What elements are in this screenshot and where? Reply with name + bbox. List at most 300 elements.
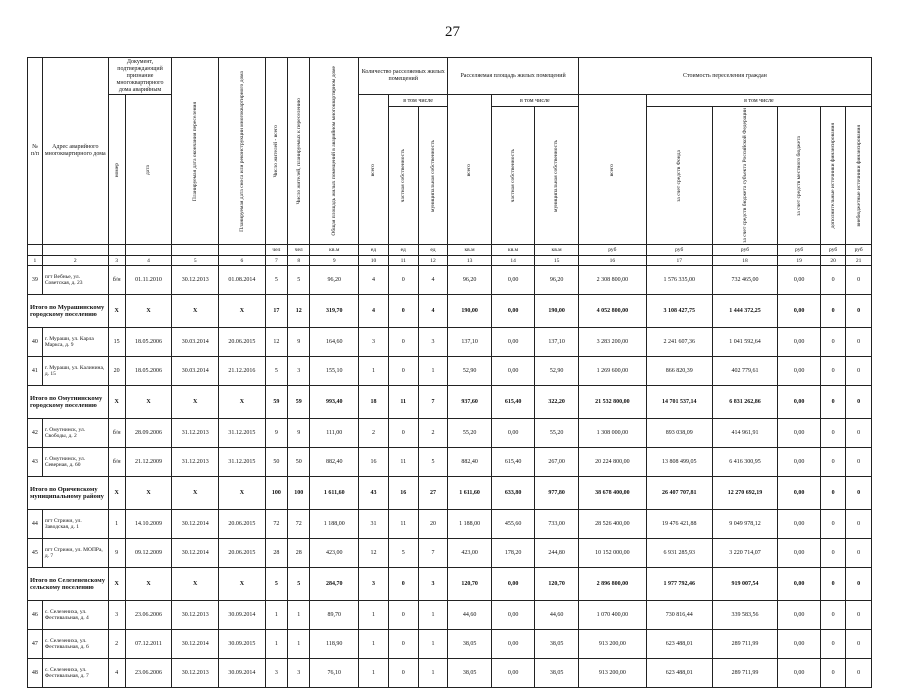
table-cell: 339 583,56 xyxy=(712,601,778,630)
table-cell: 44,60 xyxy=(535,601,579,630)
table-cell: 52,90 xyxy=(535,357,579,386)
table-cell: 31 xyxy=(359,510,389,539)
table-cell: 0 xyxy=(846,630,872,659)
table-cell: 633,80 xyxy=(491,477,535,510)
table-cell: 44 xyxy=(28,510,43,539)
table-cell: 0,00 xyxy=(491,328,535,357)
table-cell: 319,70 xyxy=(310,295,359,328)
table-cell: 164,60 xyxy=(310,328,359,357)
table-cell: 3 xyxy=(359,568,389,601)
table-cell: 0,00 xyxy=(491,659,535,688)
table-cell: 977,80 xyxy=(535,477,579,510)
table-cell: X xyxy=(172,295,219,328)
table-cell: 52,90 xyxy=(448,357,492,386)
table-cell: 0,00 xyxy=(778,630,820,659)
table-cell: 0 xyxy=(388,266,418,295)
table-cell: 4 xyxy=(418,266,448,295)
table-cell: 59 xyxy=(288,386,310,419)
table-cell: 38,05 xyxy=(535,659,579,688)
resettlement-table xyxy=(27,57,872,688)
table-cell: 30.12.2014 xyxy=(172,630,219,659)
table-cell: пгт Стрижи, ул. Заводская, д. 1 xyxy=(42,510,108,539)
table-cell: X xyxy=(108,386,125,419)
table-cell: пгт Вебнье, ул. Советская, д. 23 xyxy=(42,266,108,295)
table-cell: 0 xyxy=(388,601,418,630)
table-cell: 44,60 xyxy=(448,601,492,630)
table-cell: X xyxy=(125,477,172,510)
column-index-cell: 5 xyxy=(172,256,219,266)
header-rooms-municipal: муниципальная собственность xyxy=(429,139,436,212)
header-planned-resettlement: Планируемая дата окончания переселения xyxy=(192,101,199,201)
table-cell: 1 xyxy=(359,357,389,386)
table-cell: 0 xyxy=(820,510,845,539)
table-cell: 0,00 xyxy=(778,328,820,357)
table-row xyxy=(28,659,872,688)
table-cell: 913 200,00 xyxy=(578,659,646,688)
table-cell: 0,00 xyxy=(778,510,820,539)
header-rooms-total: всего xyxy=(370,163,377,176)
table-cell: 3 220 714,07 xyxy=(712,539,778,568)
subtotal-label: Итого по Оричевскому муниципальному району xyxy=(28,477,109,510)
table-cell: б/н xyxy=(108,448,125,477)
table-cell: 47 xyxy=(28,630,43,659)
header-cost-federal: за счет средств бюджета субъекта Российской Федерации xyxy=(741,108,748,244)
table-cell: 0 xyxy=(388,630,418,659)
table-cell: 5 xyxy=(288,266,310,295)
table-cell: 07.12.2011 xyxy=(125,630,172,659)
table-cell: 1 xyxy=(418,659,448,688)
table-cell: 9 049 978,12 xyxy=(712,510,778,539)
table-cell: 3 xyxy=(418,568,448,601)
table-cell: 12 xyxy=(288,295,310,328)
table-cell: 993,40 xyxy=(310,386,359,419)
table-cell: 42 xyxy=(28,419,43,448)
table-cell: 0,00 xyxy=(491,568,535,601)
table-cell: 14 701 537,14 xyxy=(646,386,712,419)
table-cell: 0,00 xyxy=(778,357,820,386)
column-index-cell: 15 xyxy=(535,256,579,266)
table-cell: 4 xyxy=(418,295,448,328)
table-cell: 0 xyxy=(846,357,872,386)
table-row xyxy=(28,601,872,630)
table-cell: 30.12.2013 xyxy=(172,659,219,688)
table-cell: 50 xyxy=(265,448,287,477)
header-area-total: всего xyxy=(466,163,473,176)
header-area-incl: в том числе xyxy=(491,95,578,107)
table-cell: 1 xyxy=(108,510,125,539)
table-cell: 402 779,61 xyxy=(712,357,778,386)
table-cell: 882,40 xyxy=(310,448,359,477)
unit-cell: руб xyxy=(820,245,845,256)
table-cell: 0 xyxy=(388,568,418,601)
table-cell: X xyxy=(108,295,125,328)
subtotal-row xyxy=(28,477,872,510)
table-cell: 1 269 600,00 xyxy=(578,357,646,386)
header-cost-local: за счет средств местного бюджета xyxy=(795,135,802,216)
table-cell: 5 xyxy=(265,266,287,295)
column-index-cell: 21 xyxy=(846,256,872,266)
subtotal-row xyxy=(28,295,872,328)
table-cell: 0 xyxy=(846,659,872,688)
table-cell: 414 961,91 xyxy=(712,419,778,448)
table-cell: 28.09.2006 xyxy=(125,419,172,448)
unit-cell xyxy=(108,245,125,256)
table-cell: X xyxy=(219,295,266,328)
table-cell: 1 576 335,00 xyxy=(646,266,712,295)
table-cell: 1 xyxy=(265,630,287,659)
table-cell: 623 488,01 xyxy=(646,659,712,688)
table-cell: 30.12.2013 xyxy=(172,601,219,630)
header-doc-number: номер xyxy=(113,162,120,177)
table-cell: 96,20 xyxy=(448,266,492,295)
unit-cell: ед xyxy=(388,245,418,256)
header-cost-group: Стоимость переселения граждан xyxy=(578,58,871,95)
table-cell: 155,10 xyxy=(310,357,359,386)
header-cost-fund: за счет средств Фонда xyxy=(676,149,683,202)
table-cell: 1 041 592,64 xyxy=(712,328,778,357)
table-cell: 0 xyxy=(820,477,845,510)
table-cell: 2 xyxy=(359,419,389,448)
table-cell: б/н xyxy=(108,266,125,295)
table-cell: 0 xyxy=(820,386,845,419)
table-cell: 120,70 xyxy=(448,568,492,601)
table-cell: 623 488,01 xyxy=(646,630,712,659)
table-cell: 5 xyxy=(388,539,418,568)
unit-cell: чел xyxy=(288,245,310,256)
table-cell: с. Селезениха, ул. Фестивальная, д. 4 xyxy=(42,601,108,630)
table-cell: 0 xyxy=(846,266,872,295)
table-cell: X xyxy=(219,386,266,419)
table-cell: 72 xyxy=(288,510,310,539)
unit-cell: кв.м xyxy=(491,245,535,256)
header-address: Адрес аварийного многоквартирного дома xyxy=(42,58,108,245)
unit-cell xyxy=(219,245,266,256)
unit-cell: руб xyxy=(846,245,872,256)
table-cell: 0 xyxy=(846,328,872,357)
column-index-cell: 14 xyxy=(491,256,535,266)
table-cell: 30.12.2013 xyxy=(172,266,219,295)
table-cell: X xyxy=(172,477,219,510)
table-cell: 6 416 300,95 xyxy=(712,448,778,477)
table-cell: 3 xyxy=(265,659,287,688)
table-cell: 3 xyxy=(288,659,310,688)
column-index-cell: 20 xyxy=(820,256,845,266)
table-cell: 16 xyxy=(359,448,389,477)
table-cell: 0,00 xyxy=(778,477,820,510)
table-cell: 0 xyxy=(820,568,845,601)
header-planned-demolition: Планируемая дата сноса или реконструкции многоквартирного дома xyxy=(238,70,245,232)
subtotal-label: Итого по Мурашинскому городскому поселению xyxy=(28,295,109,328)
table-cell: 100 xyxy=(265,477,287,510)
table-cell: 2 308 800,00 xyxy=(578,266,646,295)
table-cell: 118,90 xyxy=(310,630,359,659)
table-cell: 31.12.2013 xyxy=(172,448,219,477)
column-index-cell: 3 xyxy=(108,256,125,266)
column-index-row xyxy=(28,256,872,266)
table-cell: 893 038,09 xyxy=(646,419,712,448)
table-cell: 0 xyxy=(388,357,418,386)
table-cell: 17 xyxy=(265,295,287,328)
table-cell: 5 xyxy=(418,448,448,477)
table-cell: 30.09.2015 xyxy=(219,630,266,659)
table-cell: 55,20 xyxy=(448,419,492,448)
table-cell: 1 xyxy=(288,630,310,659)
subtotal-row xyxy=(28,386,872,419)
unit-cell: руб xyxy=(578,245,646,256)
table-cell: 0 xyxy=(846,539,872,568)
table-cell: 1 308 000,00 xyxy=(578,419,646,448)
table-cell: 10 152 000,00 xyxy=(578,539,646,568)
table-cell: 0 xyxy=(820,328,845,357)
table-cell: 12 xyxy=(265,328,287,357)
table-cell: 11 xyxy=(388,448,418,477)
table-cell: 137,10 xyxy=(535,328,579,357)
table-cell: X xyxy=(172,386,219,419)
unit-cell: ед xyxy=(359,245,389,256)
column-index-cell: 6 xyxy=(219,256,266,266)
table-cell: 40 xyxy=(28,328,43,357)
table-cell: 43 xyxy=(359,477,389,510)
table-cell: 111,00 xyxy=(310,419,359,448)
table-cell: 0,00 xyxy=(778,448,820,477)
header-residents-planned: Число жителей, планируемых к переселению xyxy=(295,97,302,205)
unit-cell xyxy=(125,245,172,256)
table-cell: 289 711,99 xyxy=(712,630,778,659)
table-cell: 38,05 xyxy=(448,630,492,659)
table-cell: 137,10 xyxy=(448,328,492,357)
table-cell: 30.09.2014 xyxy=(219,601,266,630)
table-cell: 937,60 xyxy=(448,386,492,419)
table-cell: 4 xyxy=(359,266,389,295)
table-cell: 0,00 xyxy=(778,568,820,601)
table-cell: 615,40 xyxy=(491,386,535,419)
table-cell: 96,20 xyxy=(535,266,579,295)
table-cell: 7 xyxy=(418,539,448,568)
table-cell: 1 188,00 xyxy=(310,510,359,539)
table-cell: 0 xyxy=(820,357,845,386)
header-area-group: Расселяемая площадь жилых помещений xyxy=(448,58,579,95)
header-doc-date: дата xyxy=(145,164,152,175)
table-cell: X xyxy=(219,568,266,601)
table-cell: 13 808 499,05 xyxy=(646,448,712,477)
table-row xyxy=(28,510,872,539)
table-cell: X xyxy=(108,568,125,601)
table-cell: 21.12.2016 xyxy=(219,357,266,386)
table-cell: 1 611,60 xyxy=(310,477,359,510)
header-cost-extra2: внебюджетные источники финансирования xyxy=(855,125,862,227)
subtotal-label: Итого по Селезеневскому сельскому поселению xyxy=(28,568,109,601)
table-cell: 26 407 707,81 xyxy=(646,477,712,510)
table-cell: 0,00 xyxy=(491,601,535,630)
table-cell: 1 977 792,46 xyxy=(646,568,712,601)
table-cell: 4 052 800,00 xyxy=(578,295,646,328)
table-cell: 0 xyxy=(820,601,845,630)
column-index-cell: 7 xyxy=(265,256,287,266)
table-cell: 289 711,99 xyxy=(712,659,778,688)
table-cell: 1 xyxy=(265,601,287,630)
unit-cell: руб xyxy=(646,245,712,256)
table-cell: г. Мураши, ул. Калинина, д. 15 xyxy=(42,357,108,386)
header-area-private: частная собственность xyxy=(509,149,516,203)
table-cell: 30.12.2014 xyxy=(172,510,219,539)
table-cell: 01.11.2010 xyxy=(125,266,172,295)
table-body xyxy=(28,266,872,688)
table-cell: 1 xyxy=(359,659,389,688)
table-cell: 5 xyxy=(265,357,287,386)
table-cell: X xyxy=(108,477,125,510)
table-cell: 39 xyxy=(28,266,43,295)
header-total-area: Общая площадь жилых помещений в аварийном многоквартирном доме xyxy=(331,66,338,236)
units-row xyxy=(28,245,872,256)
table-cell: 284,70 xyxy=(310,568,359,601)
table-cell: 20 xyxy=(108,357,125,386)
unit-cell xyxy=(28,245,43,256)
table-cell: 09.12.2009 xyxy=(125,539,172,568)
column-index-cell: 11 xyxy=(388,256,418,266)
table-row xyxy=(28,630,872,659)
table-cell: 0 xyxy=(820,659,845,688)
table-cell: 0,00 xyxy=(778,419,820,448)
table-cell: пгт Стрижи, ул. МОПРа, д. 7 xyxy=(42,539,108,568)
table-cell: 1 444 372,25 xyxy=(712,295,778,328)
table-cell: 1 xyxy=(418,357,448,386)
column-index-cell: 13 xyxy=(448,256,492,266)
table-cell: 2 xyxy=(108,630,125,659)
table-cell: 31.12.2013 xyxy=(172,419,219,448)
table-cell: 0,00 xyxy=(491,630,535,659)
table-cell: 18 xyxy=(359,386,389,419)
table-cell: 31.12.2015 xyxy=(219,419,266,448)
column-index-cell: 16 xyxy=(578,256,646,266)
table-cell: 12 xyxy=(359,539,389,568)
table-cell: 7 xyxy=(418,386,448,419)
table-cell: 20.06.2015 xyxy=(219,328,266,357)
table-cell: 9 xyxy=(108,539,125,568)
table-cell: 1 070 400,00 xyxy=(578,601,646,630)
table-cell: 913 200,00 xyxy=(578,630,646,659)
table-cell: 100 xyxy=(288,477,310,510)
table-cell: 2 896 800,00 xyxy=(578,568,646,601)
unit-cell: руб xyxy=(778,245,820,256)
table-cell: 4 xyxy=(359,295,389,328)
table-cell: 9 xyxy=(288,419,310,448)
table-cell: 244,80 xyxy=(535,539,579,568)
table-cell: 0 xyxy=(820,448,845,477)
table-cell: 0 xyxy=(846,568,872,601)
unit-cell: кв.м xyxy=(310,245,359,256)
table-cell: 6 931 285,93 xyxy=(646,539,712,568)
unit-cell: руб xyxy=(712,245,778,256)
header-document: Документ, подтверждающий признание многоквартирного дома аварийным xyxy=(108,58,172,95)
table-cell: 0 xyxy=(846,295,872,328)
table-cell: 89,70 xyxy=(310,601,359,630)
table-cell: 21 532 800,00 xyxy=(578,386,646,419)
column-index-cell: 17 xyxy=(646,256,712,266)
header-residents-total: Число жителей - всего xyxy=(273,124,280,178)
table-cell: 38,05 xyxy=(448,659,492,688)
table-cell: 2 241 607,36 xyxy=(646,328,712,357)
table-cell: б/н xyxy=(108,419,125,448)
table-cell: 178,20 xyxy=(491,539,535,568)
table-cell: 0 xyxy=(846,386,872,419)
table-cell: 38,05 xyxy=(535,630,579,659)
unit-cell xyxy=(42,245,108,256)
table-cell: 3 108 427,75 xyxy=(646,295,712,328)
table-cell: 38 678 400,00 xyxy=(578,477,646,510)
unit-cell: ед xyxy=(418,245,448,256)
table-cell: 0,00 xyxy=(491,295,535,328)
table-cell: 0,00 xyxy=(778,601,820,630)
table-cell: 19 476 421,88 xyxy=(646,510,712,539)
table-cell: 72 xyxy=(265,510,287,539)
table-cell: 20.06.2015 xyxy=(219,539,266,568)
column-index-cell: 4 xyxy=(125,256,172,266)
table-cell: 1 xyxy=(418,630,448,659)
table-row xyxy=(28,357,872,386)
header-no: № п/п xyxy=(28,58,43,245)
table-cell: 0,00 xyxy=(778,659,820,688)
column-index-cell: 1 xyxy=(28,256,43,266)
header-rooms-group: Количество расселяемых жилых помещений xyxy=(359,58,448,95)
table-cell: 0 xyxy=(846,477,872,510)
table-cell: 20.06.2015 xyxy=(219,510,266,539)
table-cell: 919 007,54 xyxy=(712,568,778,601)
table-cell: 3 283 200,00 xyxy=(578,328,646,357)
table-cell: 1 xyxy=(288,601,310,630)
page-number: 27 xyxy=(445,24,460,40)
table-cell: г. Омутнинск, ул. Северная, д. 60 xyxy=(42,448,108,477)
table-cell: 0 xyxy=(388,659,418,688)
column-index-cell: 8 xyxy=(288,256,310,266)
table-cell: 0,00 xyxy=(491,419,535,448)
table-cell: 0 xyxy=(388,295,418,328)
table-cell: 730 816,44 xyxy=(646,601,712,630)
table-cell: 4 xyxy=(108,659,125,688)
table-cell: 3 xyxy=(108,601,125,630)
table-cell: 120,70 xyxy=(535,568,579,601)
table-cell: 0 xyxy=(820,630,845,659)
table-cell: 455,60 xyxy=(491,510,535,539)
table-cell: 190,00 xyxy=(448,295,492,328)
table-cell: 46 xyxy=(28,601,43,630)
table-cell: 423,00 xyxy=(310,539,359,568)
table-cell: 615,40 xyxy=(491,448,535,477)
table-cell: 11 xyxy=(388,386,418,419)
table-cell: 0,00 xyxy=(778,295,820,328)
table-row xyxy=(28,419,872,448)
table-cell: 31.12.2015 xyxy=(219,448,266,477)
table-cell: X xyxy=(125,568,172,601)
table-cell: 23.06.2006 xyxy=(125,659,172,688)
table-cell: 0 xyxy=(846,510,872,539)
table-cell: 0 xyxy=(820,295,845,328)
table-cell: с. Селезениха, ул. Фестивальная, д. 7 xyxy=(42,659,108,688)
subtotal-label: Итого по Омутнинскому городскому поселению xyxy=(28,386,109,419)
table-cell: 27 xyxy=(418,477,448,510)
table-cell: 1 xyxy=(359,630,389,659)
table-cell: X xyxy=(125,295,172,328)
table-cell: 0 xyxy=(820,539,845,568)
unit-cell: чел xyxy=(265,245,287,256)
column-index-cell: 9 xyxy=(310,256,359,266)
table-cell: X xyxy=(219,477,266,510)
table-cell: 18.05.2006 xyxy=(125,328,172,357)
table-cell: 0,00 xyxy=(491,357,535,386)
header-rooms-private: частная собственность xyxy=(400,149,407,203)
table-cell: 30.03.2014 xyxy=(172,328,219,357)
table-cell: 14.10.2009 xyxy=(125,510,172,539)
subtotal-row xyxy=(28,568,872,601)
